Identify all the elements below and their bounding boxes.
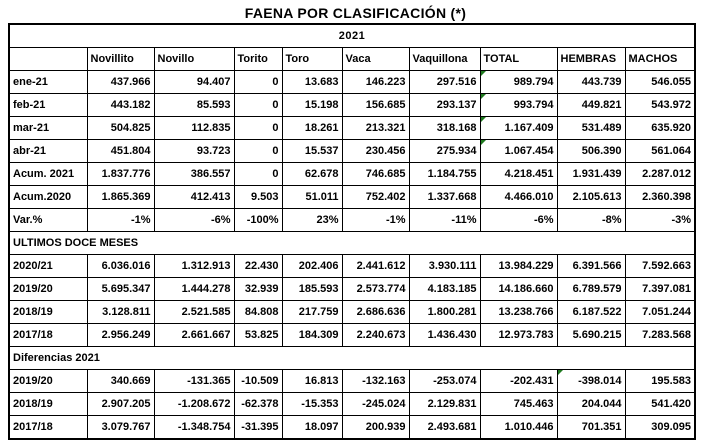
table-row bbox=[9, 209, 695, 232]
cell-hembras: 5.690.215 bbox=[557, 324, 625, 347]
cell-novillito: -1% bbox=[87, 209, 154, 232]
cell-torito: -100% bbox=[234, 209, 282, 232]
cell-toro: 15.537 bbox=[282, 140, 342, 163]
row-label: 2018/19 bbox=[9, 393, 87, 416]
cell-vaca: 146.223 bbox=[342, 71, 409, 94]
cell-novillito: 437.966 bbox=[87, 71, 154, 94]
cell-vaquillona: 1.800.281 bbox=[409, 301, 480, 324]
band-row bbox=[9, 347, 695, 370]
cell-total: 13.238.766 bbox=[480, 301, 557, 324]
cell-hembras: 6.789.579 bbox=[557, 278, 625, 301]
cell-torito: 0 bbox=[234, 94, 282, 117]
cell-hembras: 6.187.522 bbox=[557, 301, 625, 324]
row-label: abr-21 bbox=[9, 140, 87, 163]
row-label: 2019/20 bbox=[9, 278, 87, 301]
cell-total: -6% bbox=[480, 209, 557, 232]
cell-novillito: 2.907.205 bbox=[87, 393, 154, 416]
cell-torito: 0 bbox=[234, 140, 282, 163]
cell-vaquillona: 297.516 bbox=[409, 71, 480, 94]
cell-novillito: 504.825 bbox=[87, 117, 154, 140]
year-row bbox=[9, 24, 695, 48]
cell-novillo: 85.593 bbox=[154, 94, 234, 117]
cell-vaquillona: 1.337.668 bbox=[409, 186, 480, 209]
cell-vaquillona: -253.074 bbox=[409, 370, 480, 393]
cell-novillo: -1.348.754 bbox=[154, 416, 234, 440]
cell-machos: 635.920 bbox=[625, 117, 695, 140]
cell-vaquillona: 4.183.185 bbox=[409, 278, 480, 301]
table-row bbox=[9, 255, 695, 278]
section-band: Diferencias 2021 bbox=[9, 347, 695, 370]
cell-novillito: 443.182 bbox=[87, 94, 154, 117]
cell-vaca: 156.685 bbox=[342, 94, 409, 117]
row-label: Acum. 2021 bbox=[9, 163, 87, 186]
cell-machos: 7.592.663 bbox=[625, 255, 695, 278]
cell-novillito: 3.128.811 bbox=[87, 301, 154, 324]
cell-hembras: 6.391.566 bbox=[557, 255, 625, 278]
cell-total: -202.431 bbox=[480, 370, 557, 393]
row-label: 2018/19 bbox=[9, 301, 87, 324]
cell-novillo: -6% bbox=[154, 209, 234, 232]
cell-vaca: 230.456 bbox=[342, 140, 409, 163]
cell-hembras: 2.105.613 bbox=[557, 186, 625, 209]
column-header-torito: Torito bbox=[234, 48, 282, 71]
cell-novillito: 3.079.767 bbox=[87, 416, 154, 440]
error-indicator-icon bbox=[481, 117, 486, 122]
column-header-toro: Toro bbox=[282, 48, 342, 71]
cell-total: 745.463 bbox=[480, 393, 557, 416]
column-header-machos: MACHOS bbox=[625, 48, 695, 71]
row-label: 2019/20 bbox=[9, 370, 87, 393]
cell-novillo: 386.557 bbox=[154, 163, 234, 186]
cell-total: 1.010.446 bbox=[480, 416, 557, 440]
cell-machos: 2.360.398 bbox=[625, 186, 695, 209]
row-label: Acum.2020 bbox=[9, 186, 87, 209]
cell-vaquillona: 293.137 bbox=[409, 94, 480, 117]
cell-novillo: 2.521.585 bbox=[154, 301, 234, 324]
cell-toro: 23% bbox=[282, 209, 342, 232]
faena-table bbox=[8, 23, 696, 440]
cell-torito: 84.808 bbox=[234, 301, 282, 324]
cell-vaca: -1% bbox=[342, 209, 409, 232]
cell-hembras: 701.351 bbox=[557, 416, 625, 440]
cell-vaca: 752.402 bbox=[342, 186, 409, 209]
cell-vaca: 200.939 bbox=[342, 416, 409, 440]
column-header-total: TOTAL bbox=[480, 48, 557, 71]
table-row bbox=[9, 94, 695, 117]
row-label: feb-21 bbox=[9, 94, 87, 117]
cell-total: 12.973.783 bbox=[480, 324, 557, 347]
cell-novillo: 1.312.913 bbox=[154, 255, 234, 278]
error-indicator-icon bbox=[481, 71, 486, 76]
cell-vaca: 2.686.636 bbox=[342, 301, 409, 324]
cell-machos: 561.064 bbox=[625, 140, 695, 163]
cell-toro: 62.678 bbox=[282, 163, 342, 186]
cell-novillito: 2.956.249 bbox=[87, 324, 154, 347]
cell-hembras: 449.821 bbox=[557, 94, 625, 117]
cell-novillito: 1.865.369 bbox=[87, 186, 154, 209]
cell-torito: 9.503 bbox=[234, 186, 282, 209]
cell-vaca: 213.321 bbox=[342, 117, 409, 140]
cell-novillito: 6.036.016 bbox=[87, 255, 154, 278]
error-indicator-icon bbox=[481, 94, 486, 99]
cell-machos: -3% bbox=[625, 209, 695, 232]
cell-machos: 7.397.081 bbox=[625, 278, 695, 301]
cell-torito: -31.395 bbox=[234, 416, 282, 440]
cell-total: 993.794 bbox=[480, 94, 557, 117]
cell-novillo: 94.407 bbox=[154, 71, 234, 94]
cell-vaquillona: 1.184.755 bbox=[409, 163, 480, 186]
cell-machos: 543.972 bbox=[625, 94, 695, 117]
cell-hembras: 531.489 bbox=[557, 117, 625, 140]
error-indicator-icon bbox=[481, 140, 486, 145]
cell-torito: -62.378 bbox=[234, 393, 282, 416]
cell-machos: 195.583 bbox=[625, 370, 695, 393]
cell-toro: 13.683 bbox=[282, 71, 342, 94]
cell-novillo: 2.661.667 bbox=[154, 324, 234, 347]
table-row bbox=[9, 163, 695, 186]
cell-toro: 18.261 bbox=[282, 117, 342, 140]
cell-hembras: 506.390 bbox=[557, 140, 625, 163]
cell-vaca: 2.240.673 bbox=[342, 324, 409, 347]
cell-total: 14.186.660 bbox=[480, 278, 557, 301]
table-row bbox=[9, 370, 695, 393]
cell-novillo: -1.208.672 bbox=[154, 393, 234, 416]
cell-torito: 0 bbox=[234, 71, 282, 94]
cell-vaca: 2.573.774 bbox=[342, 278, 409, 301]
cell-vaca: 2.441.612 bbox=[342, 255, 409, 278]
cell-total: 1.167.409 bbox=[480, 117, 557, 140]
cell-toro: -15.353 bbox=[282, 393, 342, 416]
cell-torito: 0 bbox=[234, 117, 282, 140]
cell-torito: 32.939 bbox=[234, 278, 282, 301]
column-header-novillito: Novillito bbox=[87, 48, 154, 71]
cell-hembras: 443.739 bbox=[557, 71, 625, 94]
table-row bbox=[9, 186, 695, 209]
cell-toro: 202.406 bbox=[282, 255, 342, 278]
table-row bbox=[9, 140, 695, 163]
column-header-row-label bbox=[9, 48, 87, 71]
table-row bbox=[9, 393, 695, 416]
error-indicator-icon bbox=[558, 370, 563, 375]
cell-toro: 217.759 bbox=[282, 301, 342, 324]
cell-toro: 51.011 bbox=[282, 186, 342, 209]
column-header-hembras: HEMBRAS bbox=[557, 48, 625, 71]
cell-toro: 185.593 bbox=[282, 278, 342, 301]
cell-vaquillona: 3.930.111 bbox=[409, 255, 480, 278]
cell-novillito: 451.804 bbox=[87, 140, 154, 163]
table-row bbox=[9, 324, 695, 347]
row-label: 2020/21 bbox=[9, 255, 87, 278]
cell-machos: 309.095 bbox=[625, 416, 695, 440]
cell-novillo: 412.413 bbox=[154, 186, 234, 209]
section-band: ULTIMOS DOCE MESES bbox=[9, 232, 695, 255]
cell-torito: 53.825 bbox=[234, 324, 282, 347]
cell-toro: 15.198 bbox=[282, 94, 342, 117]
cell-torito: -10.509 bbox=[234, 370, 282, 393]
year-header: 2021 bbox=[9, 24, 695, 48]
cell-vaquillona: 2.493.681 bbox=[409, 416, 480, 440]
cell-machos: 546.055 bbox=[625, 71, 695, 94]
cell-torito: 0 bbox=[234, 163, 282, 186]
cell-novillo: 1.444.278 bbox=[154, 278, 234, 301]
table-row bbox=[9, 278, 695, 301]
table-row bbox=[9, 416, 695, 440]
cell-machos: 7.051.244 bbox=[625, 301, 695, 324]
cell-novillito: 5.695.347 bbox=[87, 278, 154, 301]
cell-total: 4.466.010 bbox=[480, 186, 557, 209]
cell-total: 989.794 bbox=[480, 71, 557, 94]
cell-toro: 18.097 bbox=[282, 416, 342, 440]
cell-vaca: -245.024 bbox=[342, 393, 409, 416]
cell-hembras: -8% bbox=[557, 209, 625, 232]
column-header-vaca: Vaca bbox=[342, 48, 409, 71]
cell-novillo: 112.835 bbox=[154, 117, 234, 140]
row-label: ene-21 bbox=[9, 71, 87, 94]
cell-vaquillona: 318.168 bbox=[409, 117, 480, 140]
cell-vaquillona: 275.934 bbox=[409, 140, 480, 163]
cell-total: 1.067.454 bbox=[480, 140, 557, 163]
cell-machos: 7.283.568 bbox=[625, 324, 695, 347]
cell-vaca: 746.685 bbox=[342, 163, 409, 186]
cell-machos: 541.420 bbox=[625, 393, 695, 416]
table-row bbox=[9, 71, 695, 94]
cell-toro: 184.309 bbox=[282, 324, 342, 347]
row-label: 2017/18 bbox=[9, 416, 87, 440]
band-row bbox=[9, 232, 695, 255]
page-title: FAENA POR CLASIFICACIÓN (*) bbox=[244, 5, 467, 21]
cell-novillito: 1.837.776 bbox=[87, 163, 154, 186]
cell-total: 4.218.451 bbox=[480, 163, 557, 186]
cell-novillo: -131.365 bbox=[154, 370, 234, 393]
cell-total: 13.984.229 bbox=[480, 255, 557, 278]
cell-novillo: 93.723 bbox=[154, 140, 234, 163]
cell-hembras: -398.014 bbox=[557, 370, 625, 393]
cell-vaquillona: 2.129.831 bbox=[409, 393, 480, 416]
column-header-vaquillona: Vaquillona bbox=[409, 48, 480, 71]
cell-novillito: 340.669 bbox=[87, 370, 154, 393]
cell-hembras: 204.044 bbox=[557, 393, 625, 416]
cell-hembras: 1.931.439 bbox=[557, 163, 625, 186]
cell-torito: 22.430 bbox=[234, 255, 282, 278]
cell-vaca: -132.163 bbox=[342, 370, 409, 393]
table-row bbox=[9, 117, 695, 140]
table-row bbox=[9, 301, 695, 324]
cell-toro: 16.813 bbox=[282, 370, 342, 393]
row-label: mar-21 bbox=[9, 117, 87, 140]
row-label: Var.% bbox=[9, 209, 87, 232]
cell-machos: 2.287.012 bbox=[625, 163, 695, 186]
column-header-novillo: Novillo bbox=[154, 48, 234, 71]
header-row bbox=[9, 48, 695, 71]
cell-vaquillona: -11% bbox=[409, 209, 480, 232]
cell-vaquillona: 1.436.430 bbox=[409, 324, 480, 347]
row-label: 2017/18 bbox=[9, 324, 87, 347]
